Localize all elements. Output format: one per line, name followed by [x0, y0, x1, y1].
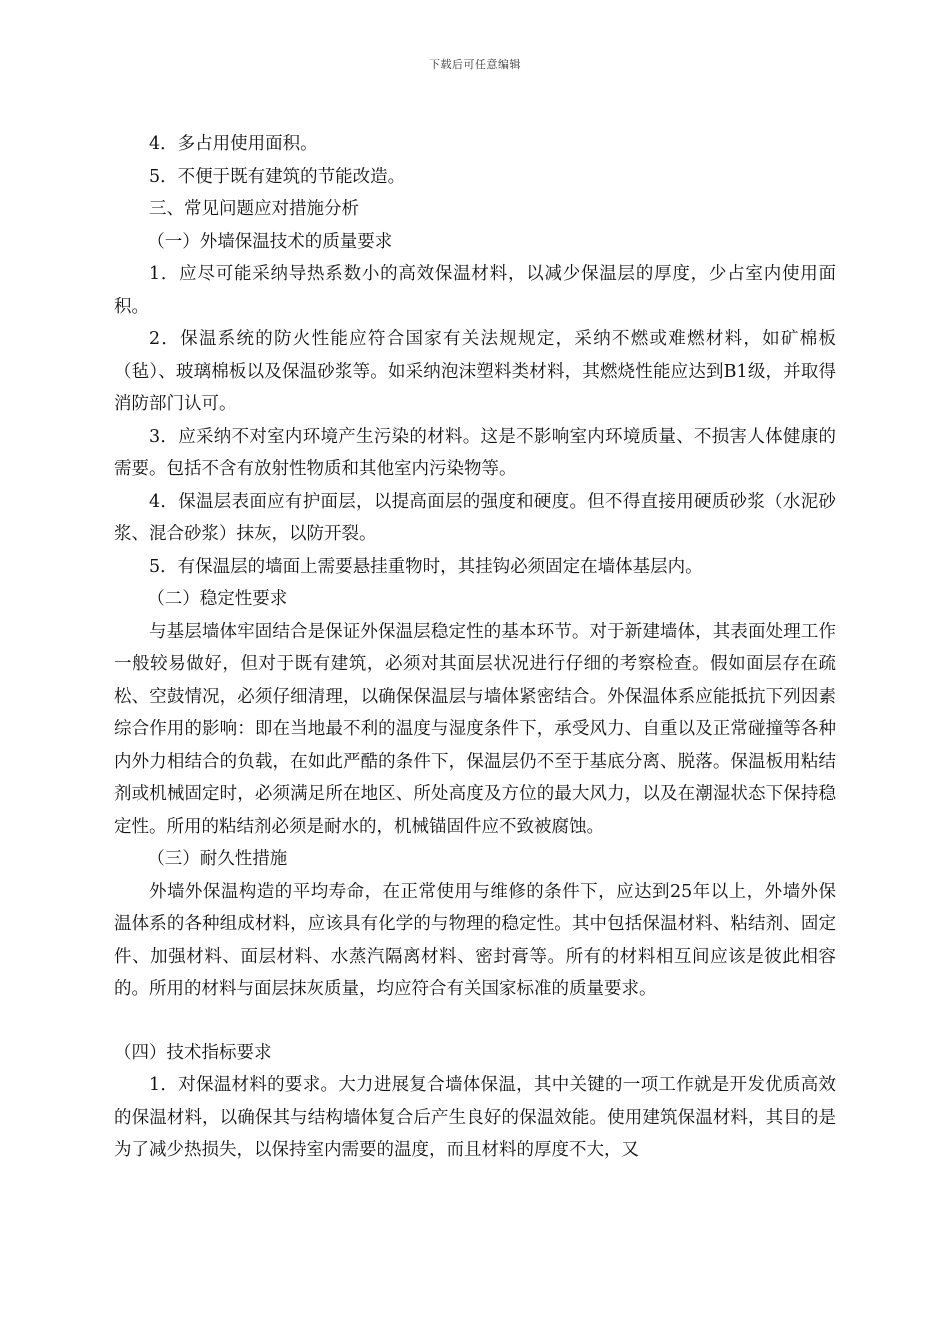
subsection-heading: （一）外墙保温技术的质量要求 [147, 231, 393, 252]
section-heading: 三、常见问题应对措施分析 [149, 199, 359, 219]
list-item: 1．应尽可能采纳导热系数小的高效保温材料，以减少保温层的厚度，少占室内使用面积。 [114, 264, 836, 317]
list-item: 3．应采纳不对室内环境产生污染的材料。这是不影响室内环境质量、不损害人体健康的需要。包括不含有放射性物质和其他室内污染物等。 [114, 426, 836, 479]
page-header: 下载后可任意编辑 [429, 58, 521, 71]
body-paragraph: 外墙外保温构造的平均寿命，在正常使用与维修的条件下，应达到25年以上，外墙外保温体系的各种组成材料，应该具有化学的与物理的稳定性。其中包括保温材料、粘结剂、固定件、加强材料、面层材料、水蒸汽隔离材料、密封膏等。所有的材料相互间应该是彼此相容的。所用的材料与面层抹灰质量，均应符合有关国家标准的质量要求。 [114, 881, 836, 999]
body-paragraph: 与基层墙体牢固结合是保证外保温层稳定性的基本环节。对于新建墙体，其表面处理工作一般较易做好，但对于既有建筑，必须对其面层状况进行仔细的考察检查。假如面层存在疏松、空鼓情况，必须仔细清理，以确保保温层与墙体紧密结合。外保温体系应能抵抗下列因素综合作用的影响：即在当地最不利的温度与湿度条件下，承受风力、自重以及正常碰撞等各种内外力相结合的负载，在如此严酷的条件下，保温层仍不至于基底分离、脱落。保温板用粘结剂或机械固定时，必须满足所在地区、所处高度及方位的最大风力，以及在潮湿状态下保持稳定性。所用的粘结剂必须是耐水的，机械锚固件应不致被腐蚀。 [114, 621, 836, 837]
list-item: 4．保温层表面应有护面层，以提高面层的强度和硬度。但不得直接用硬质砂浆（水泥砂浆、混合砂浆）抹灰，以防开裂。 [114, 491, 836, 544]
document-body [114, 128, 836, 1167]
subsection-heading: （四）技术指标要求 [114, 1042, 272, 1063]
body-paragraph: 1．对保温材料的要求。大力进展复合墙体保温，其中关键的一项工作就是开发优质高效的保温材料，以确保其与结构墙体复合后产生良好的保温效能。使用建筑保温材料，其目的是为了减少热损失，以保持室内需要的温度，而且材料的厚度不大，又 [114, 1075, 836, 1160]
subsection-heading: （二）稳定性要求 [147, 589, 288, 609]
list-item: 2．保温系统的防火性能应符合国家有关法规规定，采纳不燃或难燃材料，如矿棉板（毡）、玻璃棉板以及保温砂浆等。如采纳泡沫塑料类材料，其燃烧性能应达到B1级，并取得消防部门认可。 [114, 329, 836, 414]
list-item: 5．有保温层的墙面上需要悬挂重物时，其挂钩必须固定在墙体基层内。 [149, 556, 703, 577]
list-item: 5．不便于既有建筑的节能改造。 [149, 166, 406, 187]
subsection-heading: （三）耐久性措施 [147, 849, 288, 869]
list-item: 4．多占用使用面积。 [149, 134, 318, 154]
